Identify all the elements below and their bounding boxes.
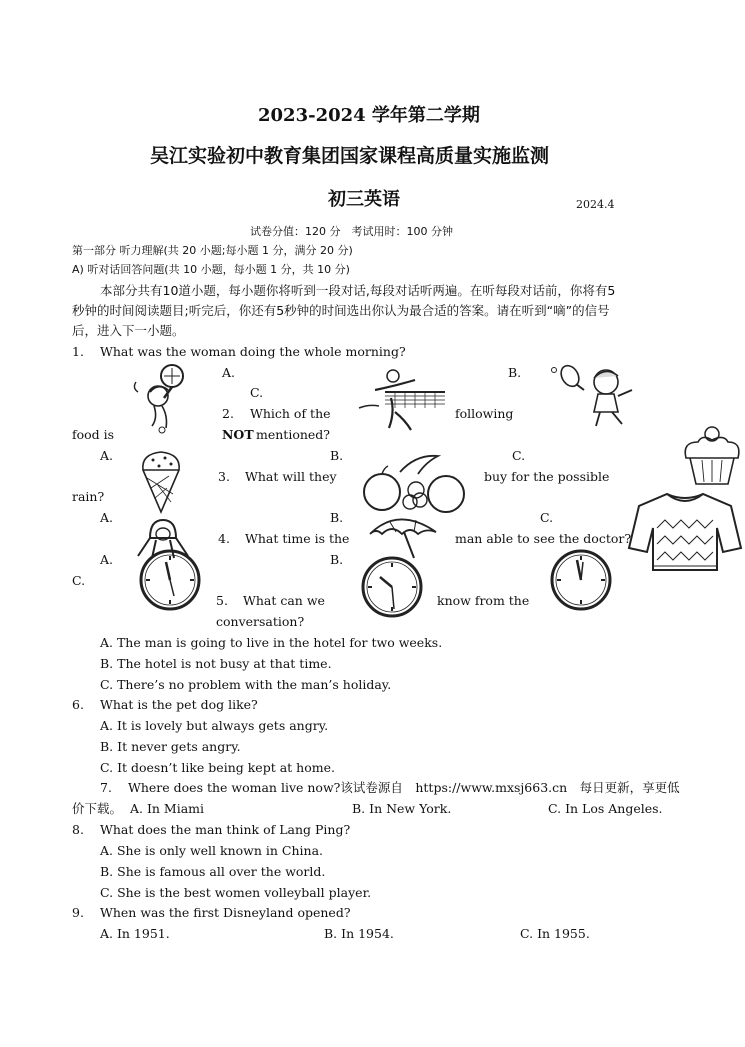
q1-option-a: A.: [222, 365, 236, 380]
q7-option-c: C. In Los Angeles.: [548, 801, 663, 816]
q6-number: 6.: [72, 697, 84, 712]
q3-text-part3: rain?: [72, 489, 105, 504]
section-a-heading: A) 听对话回答问题(共 10 小题，每小题 1 分，共 10 分): [72, 263, 350, 276]
q8-option-c: C. She is the best women volleyball player.: [100, 885, 372, 900]
q6-option-a: A. It is lovely but always gets angry.: [100, 718, 329, 733]
q6-text: What is the pet dog like?: [100, 697, 258, 712]
q9-text: When was the first Disneyland opened?: [100, 905, 351, 920]
q4-option-b: B.: [330, 552, 344, 567]
volleyball-player-icon: [355, 368, 447, 434]
part1-heading: 第一部分 听力理解(共 20 小题;每小题 1 分，满分 20 分): [72, 244, 353, 257]
q2-text-part3: food is: [72, 427, 115, 442]
q2-option-a: A.: [100, 448, 114, 463]
q2-text-part4: mentioned?: [256, 427, 330, 442]
q9-option-c: C. In 1955.: [520, 926, 590, 941]
q7-option-b: B. In New York.: [352, 801, 452, 816]
q2-option-b: B.: [330, 448, 344, 463]
q5-option-c: C. There’s no problem with the man’s holiday.: [100, 677, 392, 692]
q4-option-a: A.: [100, 552, 114, 567]
q3-option-c: C.: [540, 510, 554, 525]
ice-cream-icon: [137, 448, 185, 514]
q5-number: 5.: [216, 593, 228, 608]
fruit-icon: [360, 452, 468, 516]
q1-number: 1.: [72, 344, 84, 359]
q7-option-a: A. In Miami: [130, 801, 205, 816]
q5-text-part1: What can we: [243, 593, 325, 608]
q5-text-part2: know from the: [437, 593, 530, 608]
q9-number: 9.: [72, 905, 84, 920]
q4-number: 4.: [218, 531, 230, 546]
sweater-icon: [627, 488, 743, 572]
q1-text: What was the woman doing the whole morning?: [100, 344, 406, 359]
q1-option-b: B.: [508, 365, 522, 380]
q7-number: 7.: [100, 780, 112, 795]
q8-text: What does the man think of Lang Ping?: [100, 822, 351, 837]
q2-text-part2: following: [455, 406, 514, 421]
q3-option-a: A.: [100, 510, 114, 525]
q9-option-b: B. In 1954.: [324, 926, 394, 941]
q8-number: 8.: [72, 822, 84, 837]
q8-option-b: B. She is famous all over the world.: [100, 864, 326, 879]
q4-option-c: C.: [72, 573, 86, 588]
term-title: 2023-2024 学年第二学期: [258, 105, 480, 126]
q2-text-part1: Which of the: [250, 406, 331, 421]
instructions-line-2: 秒钟的时间阅读题目;听完后，你还有5秒钟的时间选出你认为最合适的答案。请在听到“嘀”的信号: [72, 303, 610, 318]
clock-c-icon: [549, 548, 613, 612]
subject-title: 初三英语: [328, 189, 400, 210]
q3-text-part1: What will they: [245, 469, 337, 484]
instructions-line-3: 后，进入下一小题。: [72, 323, 185, 338]
q4-text-part1: What time is the: [245, 531, 350, 546]
q6-option-c: C. It doesn’t like being kept at home.: [100, 760, 335, 775]
q5-option-b: B. The hotel is not busy at that time.: [100, 656, 332, 671]
q3-number: 3.: [218, 469, 230, 484]
q1-option-c: C.: [250, 385, 264, 400]
q2-not-emphasis: NOT: [222, 427, 254, 442]
q7-text-continued: 价下载。: [72, 801, 123, 816]
q5-option-a: A. The man is going to live in the hotel for two weeks.: [100, 635, 443, 650]
q3-text-part2: buy for the possible: [484, 469, 610, 484]
q3-option-b: B.: [330, 510, 344, 525]
q4-text-part2: man able to see the doctor?: [455, 531, 632, 546]
exam-info: 试卷分值：120 分 考试用时：100 分钟: [250, 225, 453, 238]
clock-b-icon: [360, 555, 424, 619]
tennis-player-icon: [548, 360, 640, 428]
q8-option-a: A. She is only well known in China.: [100, 843, 324, 858]
exam-date: 2024.4: [576, 198, 615, 211]
cupcake-icon: [680, 424, 744, 486]
q7-text: Where does the woman live now?该试卷源自 https://www.mxsj663.cn 每日更新，享更低: [128, 780, 680, 795]
instructions-line-1: 本部分共有10道小题，每小题你将听到一段对话,每段对话听两遍。在听每段对话前，你将有5: [100, 283, 616, 298]
q5-text-part3: conversation?: [216, 614, 305, 629]
q9-option-a: A. In 1951.: [100, 926, 170, 941]
q2-option-c: C.: [512, 448, 526, 463]
q6-option-b: B. It never gets angry.: [100, 739, 241, 754]
clock-a-icon: [138, 548, 202, 612]
q2-number: 2.: [222, 406, 234, 421]
girl-with-racket-icon: [128, 362, 200, 434]
school-title: 吴江实验初中教育集团国家课程高质量实施监测: [150, 145, 550, 167]
